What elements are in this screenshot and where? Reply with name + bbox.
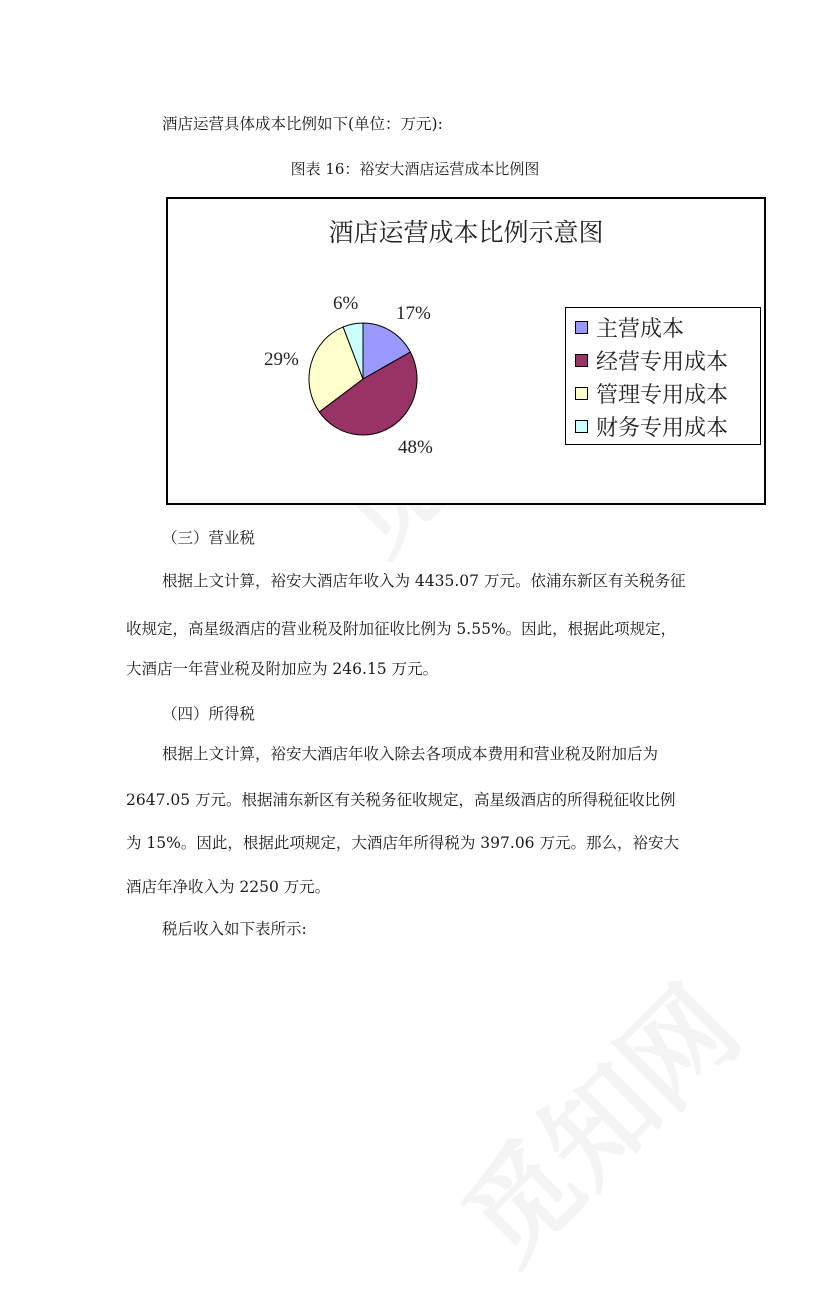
legend-label: 主营成本 bbox=[596, 316, 685, 342]
legend-swatch bbox=[575, 420, 588, 433]
legend-label: 管理专用成本 bbox=[596, 382, 729, 408]
figure-caption: 图表 16：裕安大酒店运营成本比例图 bbox=[290, 160, 540, 178]
pie-chart bbox=[166, 197, 766, 505]
legend-label: 财务专用成本 bbox=[596, 415, 729, 441]
watermark-bottom bbox=[422, 946, 767, 1291]
section4-line: 2647.05 万元。根据浦东新区有关税务征收规定，高星级酒店的所得税征收比例 bbox=[126, 791, 676, 809]
chart-title: 酒店运营成本比例示意图 bbox=[328, 218, 604, 247]
section3-line: 根据上文计算，裕安大酒店年收入为 4435.07 万元。依浦东新区有关税务征 bbox=[162, 572, 686, 590]
slice-label-operating: 48% bbox=[398, 437, 433, 458]
legend-swatch bbox=[575, 321, 588, 334]
legend-item-admin bbox=[575, 378, 728, 408]
section4-line: 酒店年净收入为 2250 万元。 bbox=[126, 878, 331, 896]
intro-text: 酒店运营具体成本比例如下(单位：万元): bbox=[162, 115, 443, 133]
legend-item-operating bbox=[575, 345, 728, 375]
legend-item-finance bbox=[575, 411, 728, 441]
legend-item-main bbox=[575, 312, 684, 342]
legend-swatch bbox=[575, 354, 588, 367]
slice-label-finance: 6% bbox=[333, 293, 359, 314]
section3-line: 大酒店一年营业税及附加应为 246.15 万元。 bbox=[126, 660, 439, 678]
legend-swatch bbox=[575, 387, 588, 400]
section3-line: 收规定，高星级酒店的营业税及附加征收比例为 5.55%。因此，根据此项规定， bbox=[126, 620, 677, 638]
legend-label: 经营专用成本 bbox=[596, 349, 729, 375]
section4-line: 为 15%。因此，根据此项规定，大酒店年所得税为 397.06 万元。那么，裕安大 bbox=[126, 834, 679, 852]
pie-plot bbox=[168, 199, 564, 503]
section4-line: 根据上文计算，裕安大酒店年收入除去各项成本费用和营业税及附加后为 bbox=[162, 745, 659, 763]
outro-text: 税后收入如下表所示: bbox=[162, 920, 307, 938]
section4-heading: （四）所得税 bbox=[162, 705, 256, 723]
slice-label-admin: 29% bbox=[264, 349, 299, 370]
chart-legend bbox=[565, 307, 761, 445]
section3-heading: （三）营业税 bbox=[162, 529, 256, 547]
slice-label-main: 17% bbox=[396, 303, 431, 324]
